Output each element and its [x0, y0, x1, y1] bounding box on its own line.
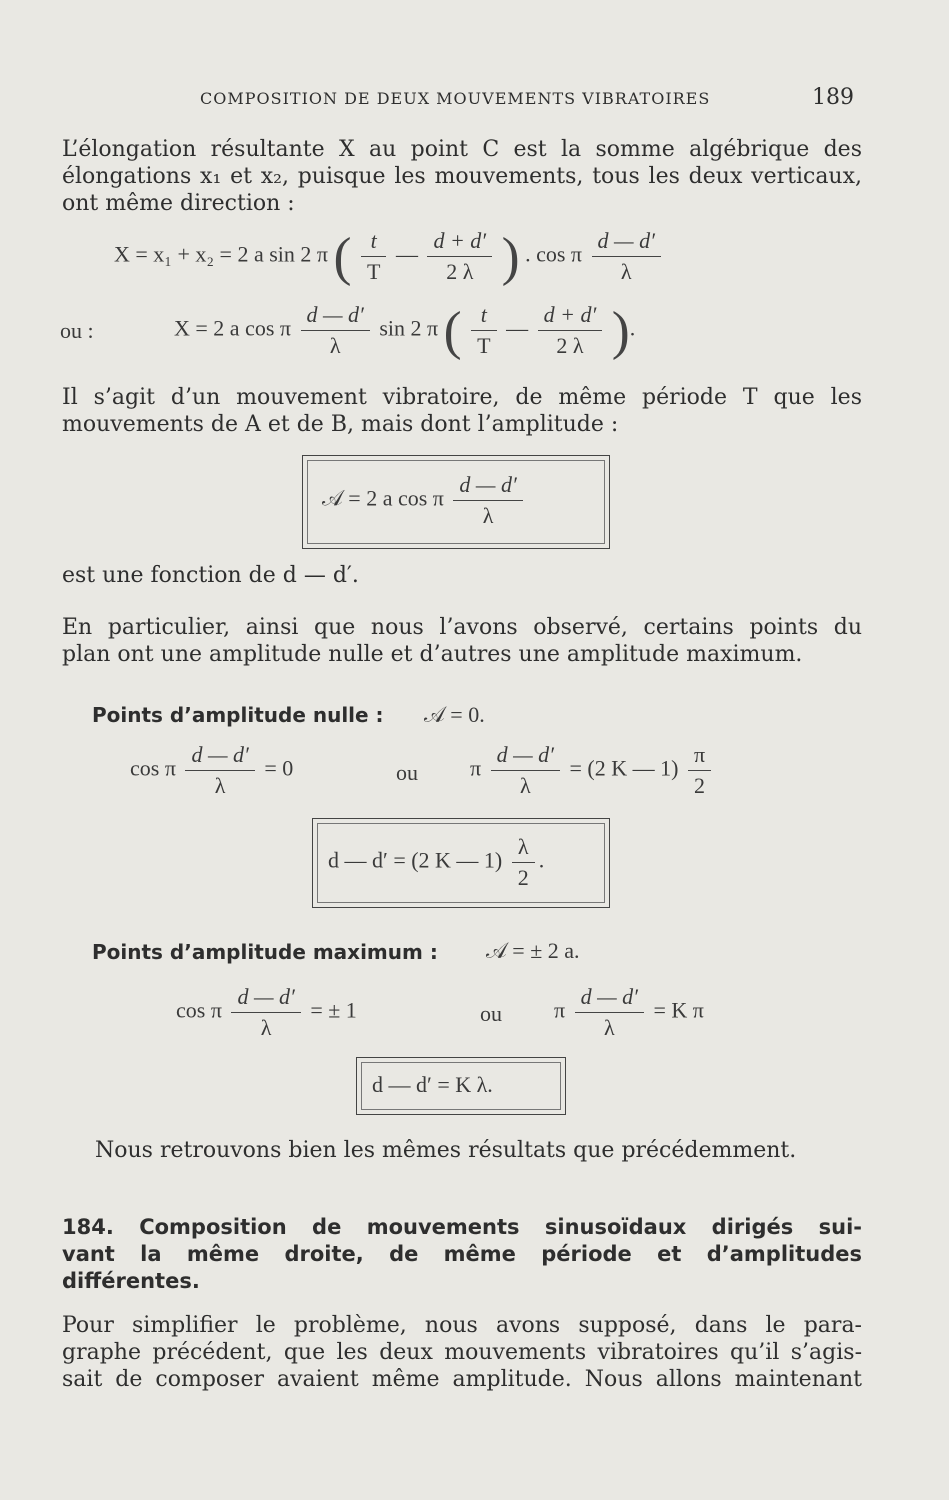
text-line: plan ont une amplitude nulle et d’autres une amplitude maximum. — [62, 642, 803, 667]
condition-maximum: 𝒜 = ± 2 a. — [486, 938, 580, 963]
paragraph-3: est une fonction de d — d′. — [62, 563, 359, 588]
equation-nulle-right: π $\frac{d — d'}{\lambda}$ = (2 K — 1) $\frac{\pi}{2}$ — [470, 742, 715, 799]
text-line: Pour simplifier le problème, nous avons supposé, dans le para- — [62, 1313, 862, 1338]
section-184-heading — [62, 1214, 862, 1295]
ou-word: ou — [396, 760, 418, 785]
maximum-result: d — d′ = K λ. — [372, 1072, 493, 1097]
heading-line: vant la même droite, de même période et d’amplitudes — [62, 1242, 862, 1266]
eq1-lhs: X = x₁ + x₂ = 2 a sin 2 π — [114, 241, 328, 267]
paragraph-2 — [62, 384, 862, 438]
open-paren: ( — [333, 226, 352, 287]
running-title: COMPOSITION DE DEUX MOUVEMENTS VIBRATOIRES — [200, 89, 711, 108]
fraction-sum-over-2lambda: $\frac{d + d'}{2 \lambda}$ — [427, 228, 492, 285]
text-line: Il s’agit d’un mouvement vibratoire, de même période T que les — [62, 385, 862, 410]
fraction-diff-over-lambda: $\frac{d — d'}{\lambda}$ — [592, 228, 661, 285]
subheading-amplitude-nulle: Points d’amplitude nulle : — [92, 703, 384, 727]
subheading-amplitude-maximum: Points d’amplitude maximum : — [92, 940, 438, 964]
fraction-diff-over-lambda: $\frac{d — d'}{\lambda}$ — [301, 302, 370, 359]
eq1-cos: . cos π — [525, 241, 583, 267]
fraction-diff-over-lambda: $\frac{d — d'}{\lambda}$ — [453, 472, 522, 529]
text-line: élongations x₁ et x₂, puisque les mouvements, tous les deux verticaux, — [62, 164, 862, 189]
fraction-sum-over-2lambda: $\frac{d + d'}{2 \lambda}$ — [538, 302, 603, 359]
paragraph-4 — [62, 614, 862, 668]
heading-line: 184. Composition de mouvements sinusoïdaux dirigés sui- — [62, 1215, 862, 1239]
text-line: En particulier, ainsi que nous l’avons observé, certains points du — [62, 615, 862, 640]
close-paren: ) — [501, 226, 520, 287]
text-line: mouvements de A et de B, mais dont l’amplitude : — [62, 412, 619, 437]
equation-maximum-right: π $\frac{d — d'}{\lambda}$ = K π — [554, 984, 704, 1040]
minus-sign: — — [395, 241, 418, 267]
paragraph-1 — [62, 136, 862, 217]
heading-line: différentes. — [62, 1269, 200, 1293]
paragraph-6 — [62, 1312, 862, 1393]
fraction-t-over-T: $\frac{t}{T}$ — [361, 228, 386, 285]
eq2-ou: ou : — [60, 318, 94, 343]
equation-maximum-left: cos π $\frac{d — d'}{\lambda}$ = ± 1 — [176, 984, 357, 1040]
fraction-t-over-T: $\frac{t}{T}$ — [471, 302, 496, 359]
page-number: 189 — [812, 85, 854, 110]
ou-word: ou — [480, 1001, 502, 1026]
amplitude-formula: 𝒜 = 2 a cos π $\frac{d — d'}{\lambda}$ — [322, 472, 527, 529]
nulle-result: d — d′ = (2 K — 1) $\frac{\lambda}{2}$ . — [328, 834, 545, 890]
eq2-lhs: X = 2 a cos π — [174, 315, 291, 341]
text-line: ont même direction : — [62, 191, 295, 216]
text-line: graphe précédent, que les deux mouvements vibratoires qu’il s’agis- — [62, 1340, 862, 1365]
condition-nulle: 𝒜 = 0. — [424, 702, 485, 727]
open-paren: ( — [443, 300, 462, 361]
equation-2: X = 2 a cos π $\frac{d — d'}{\lambda}$ sin 2 π ( $\frac{t}{T}$ — $\frac{d + d'}{2 \lambda}$ ). — [174, 300, 636, 361]
minus-sign: — — [506, 315, 529, 341]
text-line: sait de composer avaient même amplitude. Nous allons maintenant — [62, 1367, 862, 1392]
equation-1 — [114, 228, 665, 285]
equation-nulle-left: cos π $\frac{d — d'}{\lambda}$ = 0 — [130, 742, 294, 798]
close-paren: ) — [611, 300, 630, 361]
text-line: L’élongation résultante X au point C est la somme algébrique des — [62, 137, 862, 162]
paragraph-5: Nous retrouvons bien les mêmes résultats que précédemment. — [95, 1138, 797, 1163]
eq2-sin: sin 2 π — [379, 315, 439, 341]
